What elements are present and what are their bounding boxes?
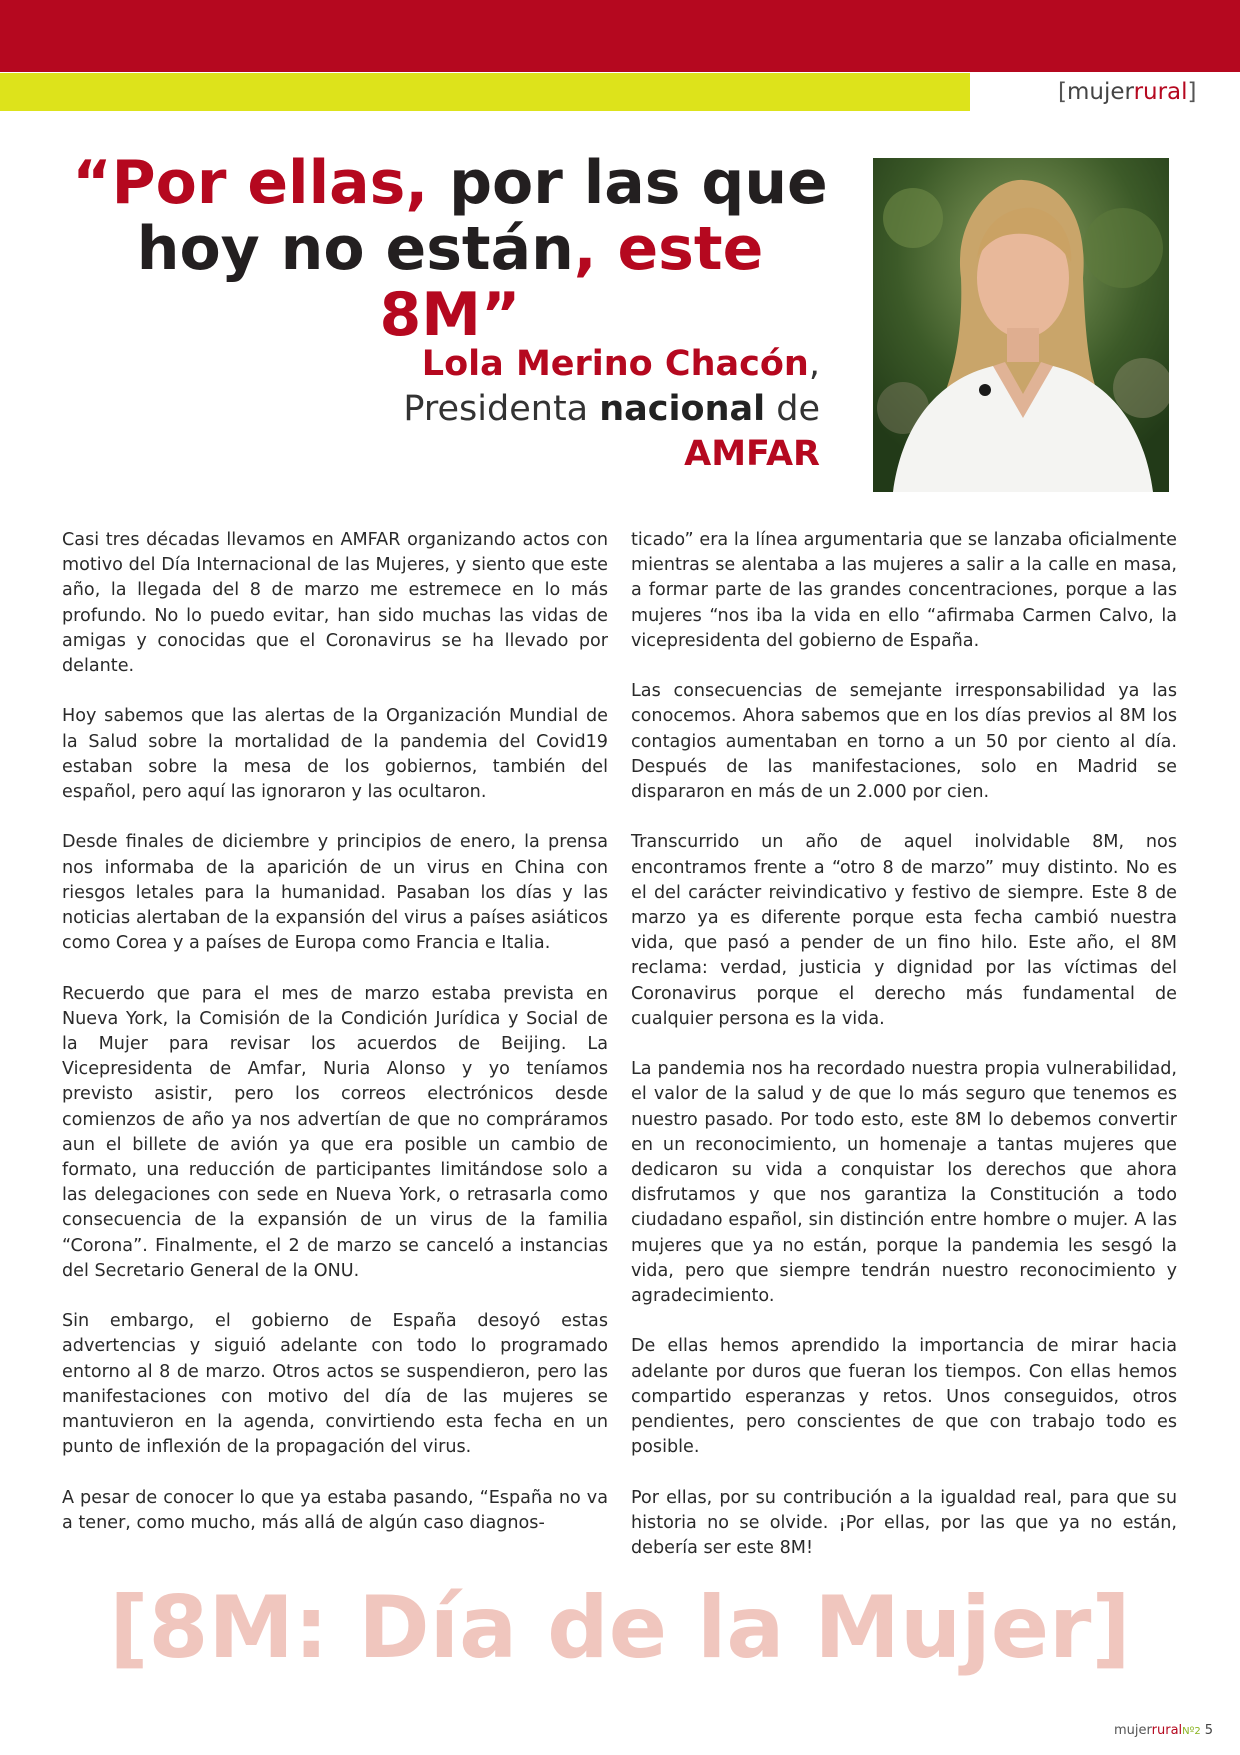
byline-org-line	[300, 432, 820, 477]
author-byline	[300, 342, 820, 477]
byline-name-line	[300, 342, 820, 387]
article-column-right	[631, 528, 1177, 1586]
page-footer	[1114, 1723, 1213, 1738]
bracket-open: [	[1058, 79, 1067, 105]
brand-rural: rural	[1133, 79, 1188, 105]
paragraph: Transcurrido un año de aquel inolvidable 8M, nos encontramos frente a “otro 8 de marzo” muy distinto. No es el del carácter reivindicativo y festivo de siempre. Este 8 de marzo ya es diferente porque esta fecha cambió nuestra vida, que pasó a pender de un fino hilo. Este año, el 8M reclama: verdad, justicia y dignidad por las víctimas del Coronavirus porque el derecho más fundamental de cualquier persona es la vida.	[631, 832, 1177, 1029]
headline-dark-part-2: hoy no están	[136, 214, 574, 284]
paragraph: A pesar de conocer lo que ya estaba pasando, “España no va a tener, como mucho, más allá de algún caso diagnos-	[62, 1487, 608, 1533]
role-pre: Presidenta	[403, 389, 600, 429]
article-column-left	[62, 528, 608, 1561]
paragraph: Desde finales de diciembre y principios de enero, la prensa nos informaba de la aparición de un virus en China con riesgos letales para la humanidad. Pasaban los días y las noticias alertaban de la expansión del virus a países asiáticos como Corea y a países de Europa como Francia e Italia.	[62, 832, 608, 954]
paragraph: Casi tres décadas llevamos en AMFAR organizando actos con motivo del Día Internacional de las Mujeres, y siento que este año, la llegada del 8 de marzo me estremece en lo más profundo. No lo puedo evitar, han sido muchas las vidas de amigas y conocidas que el Coronavirus se ha llevado por delante.	[62, 530, 608, 677]
byline-role-line	[300, 387, 820, 432]
author-portrait-photo	[873, 158, 1169, 492]
magazine-section-tag	[1058, 79, 1197, 105]
portrait-photo-icon	[873, 158, 1169, 492]
headline-dark-part-1: por las que	[428, 148, 828, 218]
paragraph: Hoy sabemos que las alertas de la Organización Mundial de la Salud sobre la mortalidad de la pandemia del Covid19 estaban sobre la mesa de los gobiernos, también del español, pero aquí las ignoraron y las ocultaron.	[62, 706, 608, 803]
brand-mujer: mujer	[1066, 79, 1134, 105]
paragraph: Por ellas, por su contribución a la igualdad real, para que su historia no se olvide. ¡Por ellas, por las que ya no están, debería ser este 8M!	[631, 1487, 1177, 1559]
headline-line-1	[70, 150, 830, 216]
section-banner: [8M: Día de la Mujer]	[109, 1578, 1131, 1678]
bracket-close: ]	[1187, 79, 1197, 105]
organization-name: AMFAR	[684, 434, 820, 474]
author-name: Lola Merino Chacón	[421, 344, 809, 384]
top-color-band	[0, 0, 1240, 72]
headline-red-part-2: , este 8M”	[379, 214, 764, 350]
paragraph: De ellas hemos aprendido la importancia de mirar hacia adelante por duros que fueran los tiempos. Con ellas hemos compartido esperanzas y retos. Unos conseguidos, otros pendientes, pero conscientes de que con trabajo todo es posible.	[631, 1336, 1177, 1458]
paragraph: La pandemia nos ha recordado nuestra propia vulnerabilidad, el valor de la salud y de que lo más seguro que tenemos es nuestro pasado. Por todo esto, este 8M lo debemos convertir en un reconocimiento, un homenaje a tantas mujeres que dedicaron su vida a conquistar los derechos que ahora disfrutamos y que nos garantiza la Constitución a todo ciudadano español, sin distinción entre hombre o mujer. A las mujeres que ya no están, porque la pandemia les sesgó la vida, pero que siempre tendrán nuestro reconocimiento y agradecimiento.	[631, 1059, 1177, 1307]
footer-mujer: mujer	[1114, 1723, 1152, 1738]
paragraph: ticado” era la línea argumentaria que se lanzaba oficialmente mientras se alentaba a las mujeres a salir a la calle en masa, a formar parte de las grandes concentraciones, porque a las mujeres “nos iba la vida en ello “afirmaba Carmen Calvo, la vicepresidenta del gobierno de España.	[631, 530, 1177, 651]
paragraph: Recuerdo que para el mes de marzo estaba prevista en Nueva York, la Comisión de la Condición Jurídica y Social de la Mujer para revisar los acuerdos de Beijing. La Vicepresidenta de Amfar, Nuria Alonso y yo teníamos previsto asistir, pero los correos electrónicos desde comienzos de año ya nos advertían de que no compráramos aun el billete de avión ya que era posible un cambio de formato, una reducción de participantes limitándose solo a las delegaciones con sede en Nueva York, o retrasarla como consecuencia de la expansión de un virus de la familia “Corona”. Finalmente, el 2 de marzo se canceló a instancias del Secretario General de la ONU.	[62, 983, 608, 1281]
headline-line-2	[70, 216, 830, 348]
role-bold: nacional	[599, 389, 766, 429]
article-headline	[70, 150, 830, 348]
byline-comma: ,	[808, 344, 820, 384]
footer-rural: rural	[1151, 1723, 1183, 1738]
yellow-color-band	[0, 73, 970, 111]
paragraph: Las consecuencias de semejante irresponsabilidad ya las conocemos. Ahora sabemos que en los días previos al 8M los contagios aumentaban en torno a un 50 por ciento al día. Después de las manifestaciones, solo en Madrid se dispararon en más de un 2.000 por cien.	[631, 681, 1177, 803]
paragraph: Sin embargo, el gobierno de España desoyó estas advertencias y siguió adelante con todo lo programado entorno al 8 de marzo. Otros actos se suspendieron, pero las manifestaciones con motivo del día de las mujeres se mantuvieron en la agenda, convirtiendo esta fecha en un punto de inflexión de la propagación del virus.	[62, 1311, 608, 1458]
headline-red-part-1: “Por ellas,	[72, 148, 429, 218]
footer-issue: Nº2	[1182, 1726, 1201, 1737]
page-number: 5	[1204, 1723, 1213, 1738]
role-post: de	[765, 389, 820, 429]
